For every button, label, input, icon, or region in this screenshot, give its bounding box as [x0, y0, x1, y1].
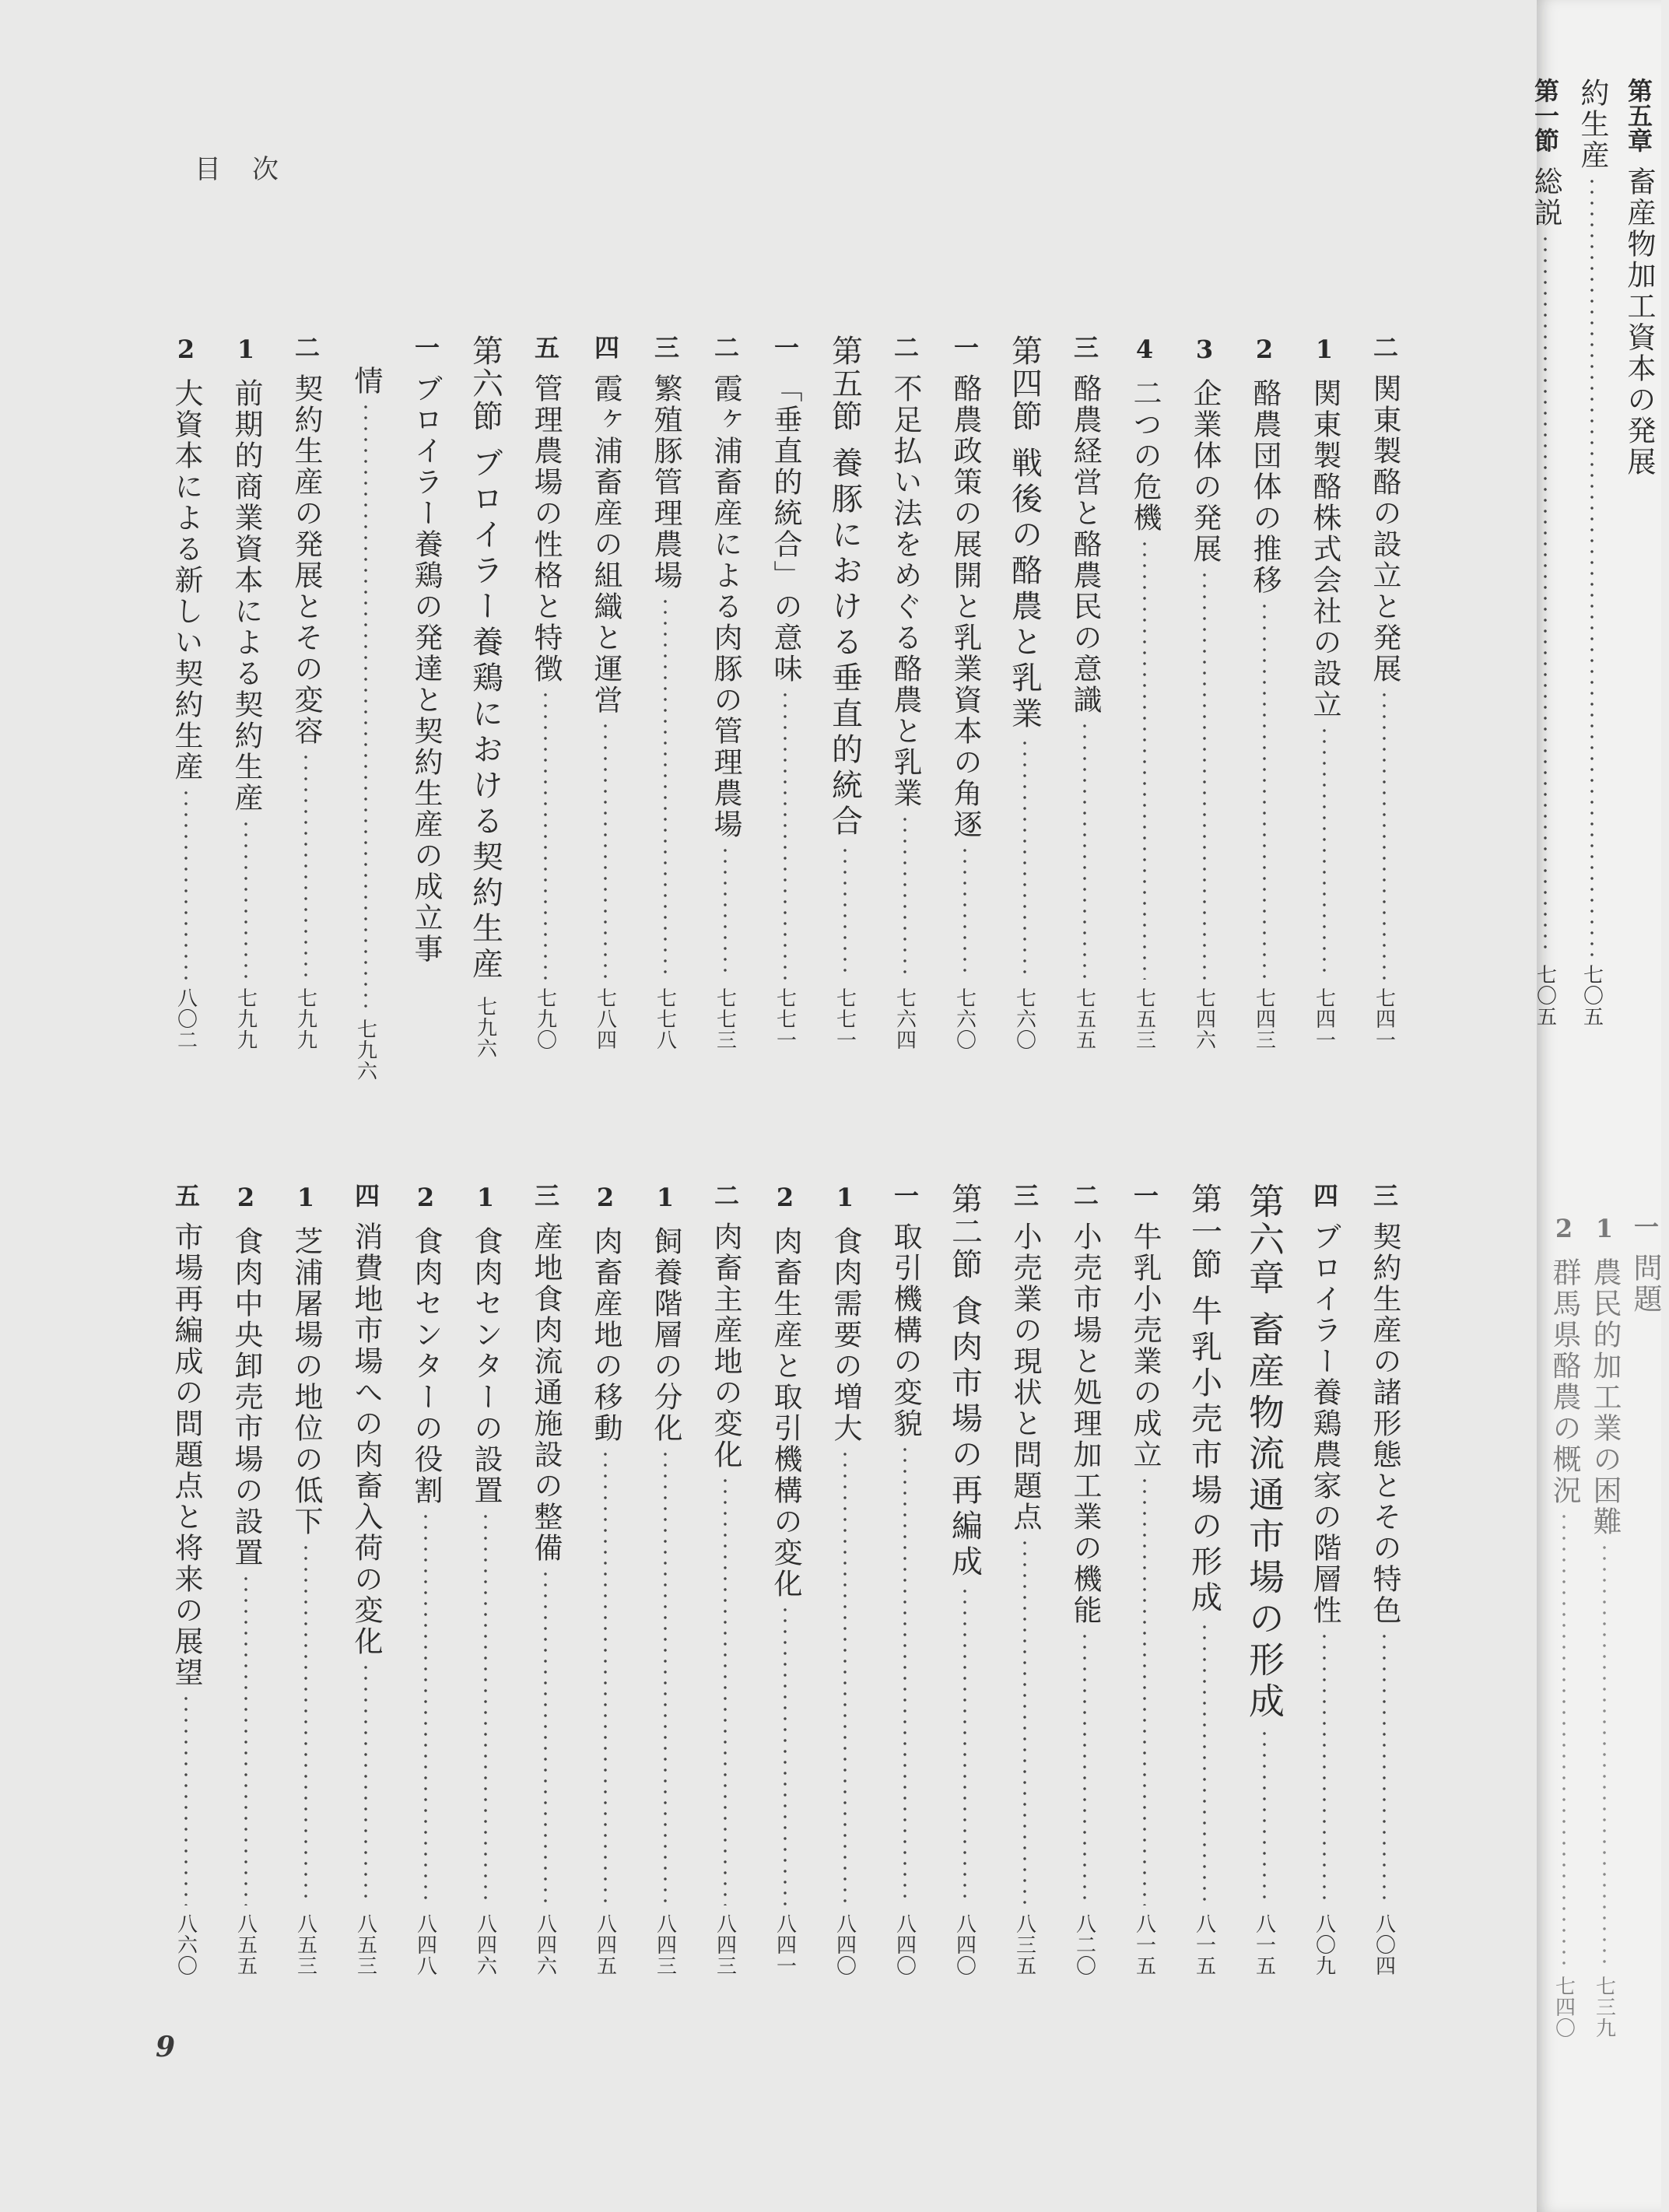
toc-entry-marker: 1 — [1590, 1214, 1619, 1243]
toc-entry-page: 七〇五 — [1533, 964, 1557, 1027]
toc-entry-marker: 第五節 — [826, 335, 863, 433]
toc-entry-title: 産地食肉流通施設の整備 — [529, 1222, 563, 1564]
toc-entry-page: 七四六 — [1192, 987, 1216, 1050]
toc-entry-marker: 五 — [171, 1183, 201, 1208]
toc-entry — [881, 1183, 929, 1976]
dot-leader — [1203, 570, 1206, 980]
dot-leader — [604, 1449, 607, 1905]
toc-entry-marker: 三 — [531, 1183, 560, 1208]
toc-entry-title: 契約生産の諸形態とその特色 — [1368, 1222, 1401, 1626]
toc-bottom-block — [132, 1183, 1408, 1976]
toc-entry-page: 七四三 — [1252, 987, 1276, 1050]
dot-leader — [364, 401, 367, 1011]
toc-entry-title: 管理農場の性格と特徴 — [529, 373, 563, 685]
dot-leader — [963, 845, 966, 980]
toc-entry-page: 七三九 — [1592, 1975, 1616, 2038]
toc-entry — [1521, 78, 1569, 1027]
dot-leader — [1323, 725, 1326, 980]
toc-entry-page: 八一五 — [1252, 1913, 1276, 1976]
toc-entry-marker: 2 — [591, 1183, 620, 1212]
toc-entry — [222, 1183, 270, 1976]
toc-entry-title: 取引機構の変貌 — [889, 1222, 922, 1439]
toc-entry-marker: 第四節 — [1006, 335, 1043, 433]
dot-leader — [1590, 176, 1594, 956]
toc-entry-page: 七九〇 — [533, 987, 557, 1050]
facing-page-top-block — [1529, 78, 1661, 1027]
dot-leader — [963, 1586, 966, 1905]
toc-entry-page: 七六〇 — [1012, 987, 1036, 1050]
toc-entry-page: 七六〇 — [952, 987, 977, 1050]
toc-entry — [1061, 335, 1109, 1050]
dot-leader — [843, 845, 847, 980]
toc-entry-marker: 二 — [291, 335, 321, 359]
toc-entry-page: 七五三 — [1132, 987, 1156, 1050]
toc-entry — [342, 335, 390, 1081]
toc-entry-marker: 一 — [770, 335, 800, 359]
toc-entry — [222, 335, 270, 1050]
toc-entry-page: 七四〇 — [1552, 1975, 1576, 2038]
dot-leader — [1263, 1728, 1266, 1905]
toc-entry-title: 情 — [349, 366, 383, 397]
dot-leader — [424, 1511, 427, 1905]
toc-entry-title: 肉畜生産と取引機構の変化 — [769, 1226, 802, 1600]
toc-entry — [282, 1183, 330, 1976]
toc-entry-marker: 二 — [1369, 335, 1399, 359]
toc-entry-page: 七九九 — [233, 987, 258, 1050]
toc-entry-page: 八五三 — [293, 1913, 317, 1976]
toc-entry-title: 市場再編成の問題点と将来の展望 — [170, 1222, 203, 1688]
toc-entry — [581, 1183, 629, 1976]
toc-entry — [1360, 335, 1408, 1050]
toc-entry-marker: 四 — [591, 335, 620, 359]
toc-entry-marker: 2 — [411, 1183, 440, 1212]
toc-entry-title: 牛乳小売業の成立 — [1128, 1222, 1162, 1471]
toc-entry-marker: 四 — [1310, 1183, 1339, 1208]
toc-entry — [461, 335, 510, 1059]
dot-leader — [724, 845, 727, 980]
toc-entry-marker: 第六章 — [1243, 1183, 1285, 1297]
toc-entry — [1061, 1183, 1109, 1976]
dot-leader — [184, 787, 188, 980]
toc-entry-title: 肉畜産地の移動 — [589, 1226, 622, 1444]
toc-entry-page: 八四三 — [653, 1913, 677, 1976]
toc-entry-page: 七七八 — [653, 987, 677, 1050]
toc-entry-page: 七七一 — [773, 987, 797, 1050]
toc-entry — [1180, 1183, 1229, 1976]
toc-entry-page: 八二〇 — [1072, 1913, 1096, 1976]
toc-entry-title: 企業体の発展 — [1188, 378, 1222, 565]
toc-entry — [1615, 78, 1663, 1027]
toc-entry-page: 八〇九 — [1312, 1913, 1336, 1976]
dot-leader — [544, 689, 547, 980]
dot-leader — [1323, 1631, 1326, 1905]
toc-entry-title: 牛乳小売市場の形成 — [1186, 1295, 1222, 1617]
toc-entry-marker: 4 — [1130, 335, 1159, 364]
toc-entry-title: 小売市場と処理加工業の機能 — [1068, 1222, 1102, 1626]
toc-entry-page: 八四六 — [533, 1913, 557, 1976]
facing-page-edge — [1529, 0, 1662, 2212]
dot-leader — [1603, 1542, 1606, 1968]
toc-entry — [162, 1183, 210, 1976]
toc-entry — [1240, 1183, 1289, 1976]
toc-entry-page: 八四三 — [713, 1913, 737, 1976]
toc-entry-title: 前期的商業資本による契約生産 — [230, 378, 263, 814]
toc-entry-marker: 1 — [830, 1183, 860, 1212]
dot-leader — [664, 596, 667, 980]
dot-leader — [304, 752, 307, 980]
toc-entry-marker: 3 — [1190, 335, 1219, 364]
toc-entry-title: 繁殖豚管理農場 — [649, 373, 682, 591]
dot-leader — [1023, 738, 1026, 980]
toc-entry-marker: 第六節 — [467, 335, 503, 433]
toc-entry-marker: 四 — [351, 1183, 380, 1208]
facing-page-bottom-block — [1537, 1214, 1661, 2038]
dot-leader — [1383, 1631, 1386, 1905]
toc-entry-marker: 二 — [890, 335, 920, 359]
toc-entry-marker: 五 — [531, 335, 560, 359]
dot-leader — [1383, 689, 1386, 980]
dot-leader — [1203, 1621, 1206, 1905]
dot-leader — [784, 1604, 787, 1905]
toc-entry-page: 七九九 — [293, 987, 317, 1050]
toc-entry-title: 霞ヶ浦畜産による肉豚の管理農場 — [709, 373, 742, 840]
dot-leader — [1083, 1631, 1086, 1905]
toc-entry — [1300, 1183, 1348, 1976]
toc-entry-marker: 三 — [650, 335, 680, 359]
toc-entry-title: 肉畜主産地の変化 — [709, 1222, 742, 1471]
toc-entry-title: 飼養階層の分化 — [649, 1226, 682, 1444]
toc-entry-page: 八一五 — [1192, 1913, 1216, 1976]
toc-entry — [1001, 1183, 1049, 1976]
toc-entry-page: 七〇五 — [1580, 964, 1604, 1027]
toc-entry-page: 八〇二 — [174, 987, 198, 1050]
toc-entry-title: 酪農政策の展開と乳業資本の角逐 — [948, 373, 982, 840]
toc-entry — [701, 335, 749, 1050]
dot-leader — [903, 814, 906, 980]
toc-entry — [282, 335, 330, 1050]
toc-entry-title: 総説 — [1529, 167, 1562, 229]
dot-leader — [903, 1444, 906, 1905]
toc-entry-title: 大資本による新しい契約生産 — [170, 378, 203, 783]
toc-entry-marker: 二 — [710, 335, 740, 359]
toc-entry-marker: 一 — [890, 1183, 920, 1208]
toc-entry-page: 八一五 — [1132, 1913, 1156, 1976]
toc-top-block — [132, 335, 1408, 1081]
toc-entry-title: 群馬県酪農の概況 — [1548, 1257, 1581, 1506]
toc-entry-page: 七五五 — [1072, 987, 1096, 1050]
toc-entry — [641, 1183, 689, 1976]
toc-entry-title: 食肉センターの役割 — [409, 1226, 443, 1506]
toc-entry-marker: 2 — [1250, 335, 1279, 364]
toc-entry-marker: 三 — [1010, 1183, 1040, 1208]
toc-entry-page: 七四一 — [1372, 987, 1396, 1050]
toc-entry — [1120, 1183, 1169, 1976]
toc-entry-page: 八五三 — [353, 1913, 377, 1976]
toc-entry-title: 畜産物流通市場の形成 — [1243, 1311, 1285, 1723]
dot-leader — [1562, 1511, 1566, 1968]
toc-entry — [401, 335, 450, 1050]
toc-entry-page: 八四〇 — [833, 1913, 857, 1976]
toc-entry-marker: 2 — [770, 1183, 800, 1212]
toc-entry-title: 酪農団体の推移 — [1248, 378, 1282, 596]
toc-entry-page: 八四一 — [773, 1913, 797, 1976]
toc-entry — [821, 1183, 869, 1976]
toc-entry-title: 消費地市場への肉畜入荷の変化 — [349, 1222, 383, 1657]
dot-leader — [604, 720, 607, 980]
toc-entry — [1568, 78, 1616, 1027]
dot-leader — [724, 1475, 727, 1905]
toc-entry-marker: 二 — [1070, 1183, 1099, 1208]
dot-leader — [244, 819, 247, 980]
toc-entry-title: 食肉市場の再編成 — [946, 1295, 983, 1581]
toc-entry — [521, 335, 570, 1050]
toc-entry-title: 約生産 — [1576, 78, 1609, 171]
toc-entry — [761, 335, 809, 1050]
toc-entry — [1180, 335, 1229, 1050]
dot-leader — [664, 1449, 667, 1905]
toc-entry — [941, 1183, 989, 1976]
toc-entry-page: 八四〇 — [952, 1913, 977, 1976]
dot-leader — [1143, 538, 1146, 980]
dot-leader — [784, 689, 787, 980]
toc-entry-marker: 1 — [650, 1183, 680, 1212]
toc-entry-marker: 1 — [471, 1183, 500, 1212]
toc-entry-marker: 三 — [1070, 335, 1099, 359]
toc-entry-page: 八六〇 — [174, 1913, 198, 1976]
toc-entry-marker: 一 — [1630, 1214, 1660, 1239]
toc-entry-title: 養豚における垂直的統合 — [826, 447, 863, 840]
toc-entry-title: ブロイラー養鶏における契約生産 — [467, 447, 503, 983]
toc-entry-title: 畜産物加工資本の発展 — [1622, 167, 1656, 478]
toc-entry-title: 霞ヶ浦畜産の組織と運営 — [589, 373, 622, 716]
toc-entry-page: 七七三 — [713, 987, 737, 1050]
toc-entry-page: 八四六 — [473, 1913, 497, 1976]
dot-leader — [1083, 720, 1086, 980]
toc-entry — [401, 1183, 450, 1976]
toc-entry-marker: 二 — [710, 1183, 740, 1208]
toc-entry-marker: 第五章 — [1624, 78, 1653, 152]
toc-entry — [821, 335, 869, 1050]
dot-leader — [244, 1573, 247, 1905]
dot-leader — [364, 1662, 367, 1905]
toc-entry-title: 農民的加工業の困難 — [1588, 1257, 1622, 1537]
dot-leader — [184, 1693, 188, 1905]
dot-leader — [1263, 601, 1266, 980]
toc-entry — [1240, 335, 1289, 1050]
toc-entry-page: 八四五 — [593, 1913, 617, 1976]
toc-entry-page: 八四八 — [413, 1913, 437, 1976]
dot-leader — [484, 1511, 487, 1905]
toc-entry-marker: 1 — [1310, 335, 1339, 364]
dot-leader — [1023, 1537, 1026, 1905]
dot-leader — [1143, 1475, 1146, 1905]
toc-entry-page: 八三五 — [1012, 1913, 1036, 1976]
toc-entry — [461, 1183, 510, 1976]
toc-entry — [761, 1183, 809, 1976]
toc-entry-marker: 一 — [1130, 1183, 1159, 1208]
toc-entry-page: 七八四 — [593, 987, 617, 1050]
dot-leader — [544, 1569, 547, 1905]
toc-entry — [1001, 335, 1049, 1050]
toc-entry — [521, 1183, 570, 1976]
dot-leader — [1544, 233, 1547, 956]
toc-entry-title: 問題 — [1629, 1253, 1662, 1315]
page-number: 9 — [156, 2031, 176, 2063]
toc-entry-page: 八四〇 — [892, 1913, 917, 1976]
toc-entry-title: 戦後の酪農と乳業 — [1006, 447, 1043, 733]
toc-entry — [641, 335, 689, 1050]
toc-entry-page: 七九六 — [353, 1018, 377, 1081]
toc-entry — [941, 335, 989, 1050]
toc-entry — [1300, 335, 1348, 1050]
toc-entry-title: 小売業の現状と問題点 — [1008, 1222, 1042, 1533]
toc-entry-marker: 2 — [1549, 1214, 1579, 1243]
toc-entry-title: 二つの危機 — [1128, 378, 1162, 534]
toc-entry-title: 食肉需要の増大 — [829, 1226, 862, 1444]
toc-entry — [1360, 1183, 1408, 1976]
toc-entry-page: 八五五 — [233, 1913, 258, 1976]
toc-entry-marker: 1 — [291, 1183, 321, 1212]
dot-leader — [843, 1449, 847, 1905]
toc-entry-title: 食肉中央卸売市場の設置 — [230, 1226, 263, 1569]
toc-entry-marker: 三 — [1369, 1183, 1399, 1208]
toc-entry — [1120, 335, 1169, 1050]
toc-entry-page: 七六四 — [892, 987, 917, 1050]
toc-entry-title: 関東製酪株式会社の設立 — [1308, 378, 1341, 720]
toc-entry-marker: 第一節 — [1531, 78, 1560, 152]
toc-entry-marker: 2 — [231, 1183, 261, 1212]
toc-entry-marker: 第二節 — [946, 1183, 983, 1281]
toc-entry-page: 七七一 — [833, 987, 857, 1050]
toc-entry — [881, 335, 929, 1050]
toc-entry-title: 不足払い法をめぐる酪農と乳業 — [889, 373, 922, 809]
toc-entry-marker: 第一節 — [1186, 1183, 1222, 1281]
toc-entry-marker: 1 — [231, 335, 261, 364]
page-header: 目次 — [195, 154, 310, 185]
toc-entry — [1540, 1214, 1588, 2038]
toc-entry-title: 芝浦屠場の地位の低下 — [289, 1226, 323, 1537]
toc-entry-title: 契約生産の発展とその変容 — [289, 373, 323, 747]
toc-entry-marker: 一 — [950, 335, 980, 359]
toc-entry-marker: 一 — [411, 335, 440, 359]
toc-entry-title: ブロイラー養鶏の発達と契約生産の成立事 — [409, 373, 443, 965]
dot-leader — [304, 1542, 307, 1905]
toc-entry — [342, 1183, 390, 1976]
toc-entry-title: 酪農経営と酪農民の意識 — [1068, 373, 1102, 716]
toc-entry — [701, 1183, 749, 1976]
toc-entry-page: 七九六 — [473, 996, 497, 1059]
toc-entry-page: 七四一 — [1312, 987, 1336, 1050]
toc-entry-title: 関東製酪の設立と発展 — [1368, 373, 1401, 685]
toc-entry-title: 「垂直的統合」の意味 — [769, 373, 802, 685]
toc-entry — [581, 335, 629, 1050]
toc-entry-marker: 2 — [171, 335, 201, 364]
toc-entry-page: 八〇四 — [1372, 1913, 1396, 1976]
toc-entry — [162, 335, 210, 1050]
toc-entry-title: ブロイラー養鶏農家の階層性 — [1308, 1222, 1341, 1626]
toc-entry-title: 食肉センターの設置 — [469, 1226, 503, 1506]
